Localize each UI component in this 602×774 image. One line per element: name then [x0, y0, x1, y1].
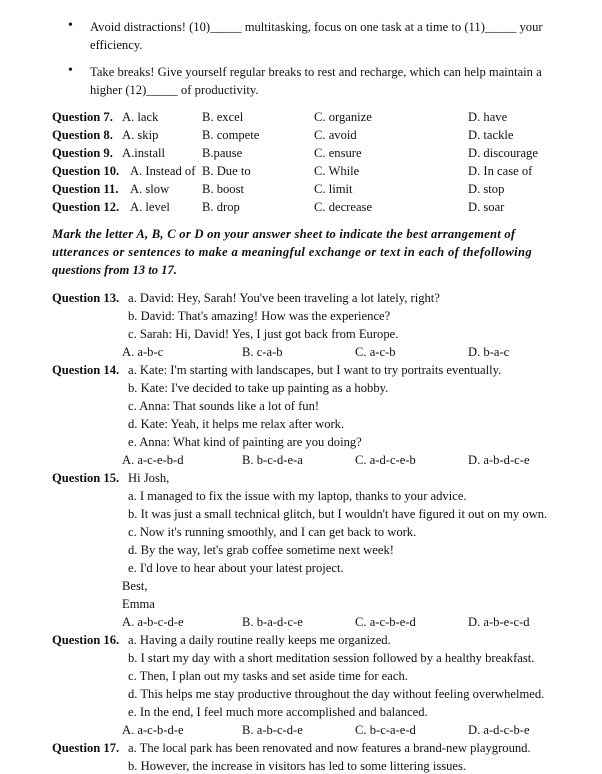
question-label: Question 13. [52, 291, 120, 305]
option-d: D. b-a-c [468, 345, 510, 359]
option-a: A. a-b-c [122, 345, 164, 359]
question-label: Question 11. [52, 182, 119, 196]
question-label: Question 10. [52, 164, 120, 178]
utterance: b. Kate: I've decided to take up painting as a hobby. [128, 381, 389, 395]
utterance: c. Sarah: Hi, David! Yes, I just got back from Europe. [128, 327, 399, 341]
greeting: Hi Josh, [128, 471, 170, 485]
option-b: B.pause [202, 146, 243, 160]
closing: Best, [122, 579, 148, 593]
bullet-text: Avoid distractions! (10)_____ multitasking, focus on one task at a time to (11)_____ your [90, 20, 543, 34]
option-a: A. level [130, 200, 170, 214]
option-a: A. skip [122, 128, 159, 142]
option-a: A. lack [122, 110, 159, 124]
sentence: a. I managed to fix the issue with my laptop, thanks to your advice. [128, 489, 467, 503]
question-label: Question 7. [52, 110, 113, 124]
option-a: A. slow [130, 182, 170, 196]
option-c: C. a-c-b [355, 345, 396, 359]
sentence: c. Then, I plan out my tasks and set aside time for each. [128, 669, 408, 683]
question-label: Question 12. [52, 200, 120, 214]
option-b: B. drop [202, 200, 240, 214]
option-b: B. excel [202, 110, 244, 124]
option-c: C. limit [314, 182, 353, 196]
utterance: d. Kate: Yeah, it helps me relax after work. [128, 417, 345, 431]
option-d: D. In case of [468, 164, 533, 178]
option-b: B. b-c-d-e-a [242, 453, 303, 467]
sentence: e. In the end, I feel much more accomplished and balanced. [128, 705, 428, 719]
bullet-text: higher (12)_____ of productivity. [90, 83, 259, 97]
question-label: Question 9. [52, 146, 113, 160]
option-a: A. a-b-c-d-e [122, 615, 184, 629]
sentence: d. This helps me stay productive throughout the day without feeling overwhelmed. [128, 687, 545, 701]
utterance: e. Anna: What kind of painting are you doing? [128, 435, 362, 449]
option-a: A. a-c-e-b-d [122, 453, 184, 467]
utterance: a. Kate: I'm starting with landscapes, but I want to try portraits eventually. [128, 363, 502, 377]
sentence: e. I'd love to hear about your latest project. [128, 561, 344, 575]
option-b: B. a-b-c-d-e [242, 723, 303, 737]
option-c: C. While [314, 164, 360, 178]
option-d: D. discourage [468, 146, 538, 160]
option-b: B. boost [202, 182, 244, 196]
option-d: D. stop [468, 182, 505, 196]
option-c: C. b-c-a-e-d [355, 723, 416, 737]
question-label: Question 16. [52, 633, 120, 647]
option-b: B. b-a-d-c-e [242, 615, 303, 629]
instruction-text: questions from 13 to 17. [52, 263, 177, 277]
option-c: C. a-d-c-e-b [355, 453, 416, 467]
utterance: b. David: That's amazing! How was the experience? [128, 309, 391, 323]
option-a: A.install [122, 146, 166, 160]
question-label: Question 14. [52, 363, 120, 377]
question-label: Question 15. [52, 471, 120, 485]
instruction-text: utterances or sentences to make a meaningful exchange or text in each of thefollowing [52, 245, 532, 259]
bullet-text: efficiency. [90, 38, 143, 52]
option-c: C. a-c-b-e-d [355, 615, 416, 629]
sentence: c. Now it's running smoothly, and I can get back to work. [128, 525, 417, 539]
sentence: b. I start my day with a short meditation session followed by a healthy breakfast. [128, 651, 535, 665]
option-d: D. a-b-e-c-d [468, 615, 530, 629]
option-d: D. soar [468, 200, 505, 214]
option-b: B. compete [202, 128, 260, 142]
option-d: D. a-b-d-c-e [468, 453, 530, 467]
signature: Emma [122, 597, 155, 611]
option-d: D. a-d-c-b-e [468, 723, 530, 737]
utterance: a. David: Hey, Sarah! You've been traveling a lot lately, right? [128, 291, 440, 305]
option-c: C. ensure [314, 146, 362, 160]
option-c: C. organize [314, 110, 372, 124]
option-d: D. have [468, 110, 508, 124]
bullet-dot: • [68, 63, 73, 78]
option-b: B. c-a-b [242, 345, 283, 359]
option-c: C. decrease [314, 200, 373, 214]
sentence: a. Having a daily routine really keeps me organized. [128, 633, 391, 647]
bullet-dot: • [68, 18, 73, 33]
bullet-text: Take breaks! Give yourself regular breaks to rest and recharge, which can help maintain a [90, 65, 542, 79]
sentence: a. The local park has been renovated and now features a brand-new playground. [128, 741, 531, 755]
sentence: d. By the way, let's grab coffee sometime next week! [128, 543, 394, 557]
option-a: A. a-c-b-d-e [122, 723, 184, 737]
sentence: b. It was just a small technical glitch, but I wouldn't have figured it out on my own. [128, 507, 548, 521]
option-c: C. avoid [314, 128, 357, 142]
utterance: c. Anna: That sounds like a lot of fun! [128, 399, 320, 413]
option-d: D. tackle [468, 128, 514, 142]
sentence: b. However, the increase in visitors has led to some littering issues. [128, 759, 467, 773]
question-label: Question 17. [52, 741, 120, 755]
option-a: A. Instead of [130, 164, 196, 178]
question-label: Question 8. [52, 128, 113, 142]
option-b: B. Due to [202, 164, 251, 178]
instruction-text: Mark the letter A, B, C or D on your answer sheet to indicate the best arrangement of [52, 227, 516, 241]
